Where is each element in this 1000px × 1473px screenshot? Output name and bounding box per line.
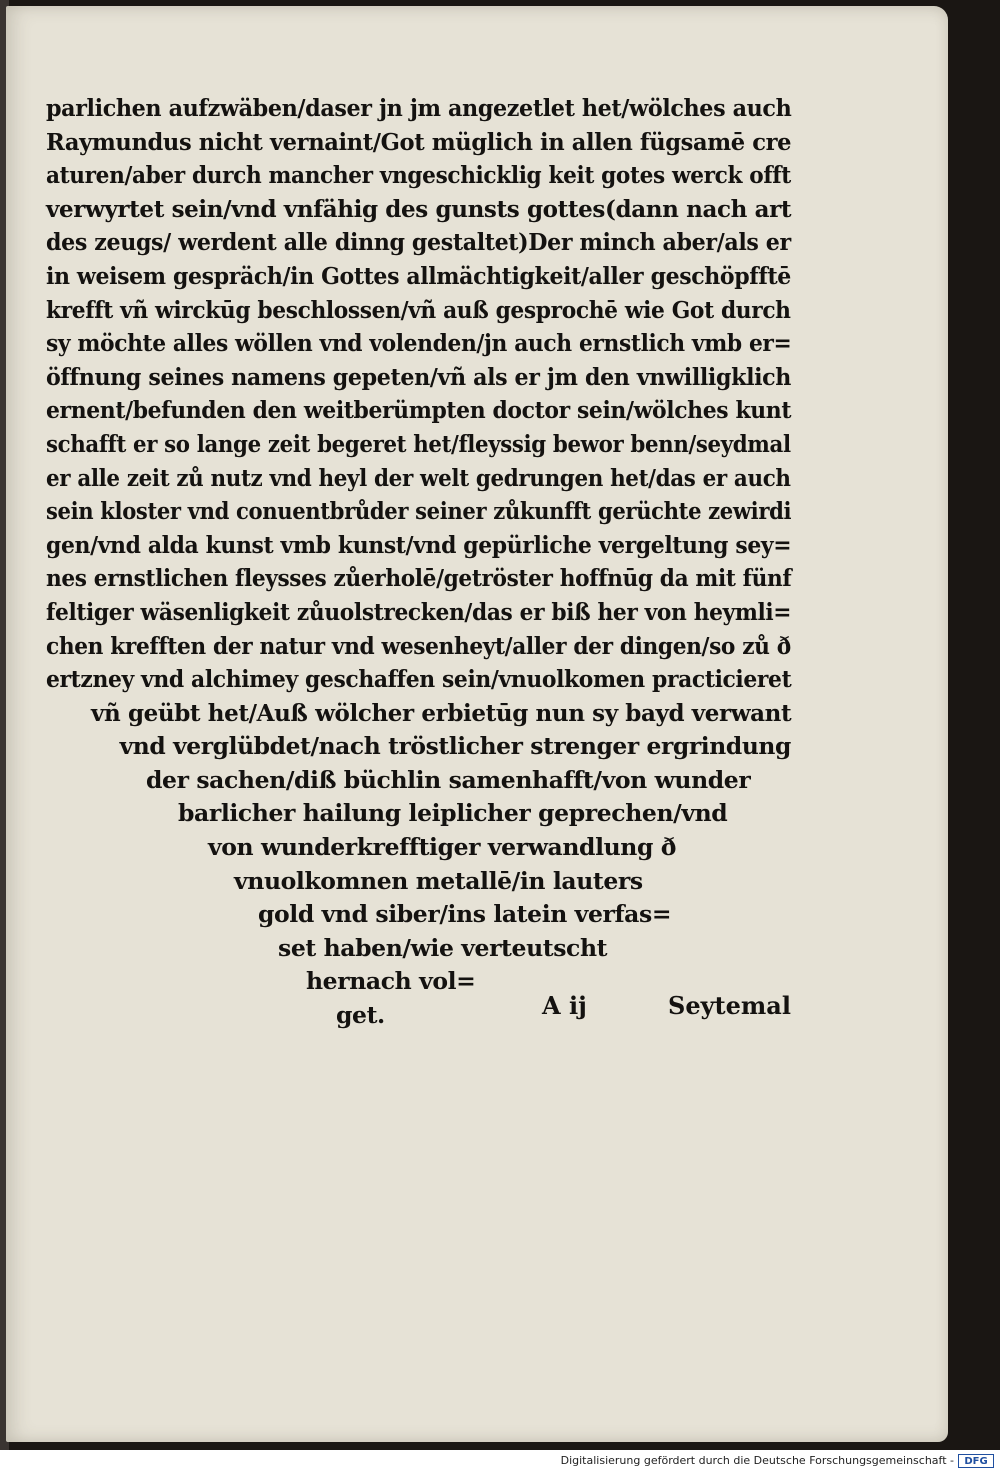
digitization-credit-bar bbox=[0, 1450, 1000, 1473]
text-line: schafft er so lange zeit begeret het/fleyssig bewor benn/seydmal bbox=[46, 429, 791, 458]
body-text bbox=[46, 92, 791, 1033]
text-line: des zeugs/ werdent alle dinng gestaltet)Der minch aber/als er bbox=[46, 228, 791, 257]
dfg-logo: DFG bbox=[958, 1454, 994, 1468]
text-line: chen krefften der natur vnd wesenheyt/aller der dingen/so zů ð bbox=[46, 631, 791, 660]
text-line: barlicher hailung leiplicher geprechen/vnd bbox=[178, 799, 728, 828]
paper-page bbox=[6, 6, 948, 1442]
text-line: von wunderkrefftiger verwandlung ð bbox=[208, 833, 677, 862]
text-line: er alle zeit zů nutz vnd heyl der welt gedrungen het/das er auch bbox=[46, 463, 791, 492]
page-footer bbox=[6, 991, 948, 1027]
text-line: set haben/wie verteutscht bbox=[278, 933, 608, 962]
text-line: der sachen/diß büchlin samenhafft/von wunder bbox=[146, 765, 751, 794]
text-line: sy möchte alles wöllen vnd volenden/jn auch ernstlich vmb er= bbox=[46, 329, 792, 358]
catchword: Seytemal bbox=[668, 991, 791, 1020]
text-line: hernach vol= bbox=[306, 967, 476, 996]
signature-mark: A ij bbox=[542, 991, 587, 1020]
text-line: in weisem gespräch/in Gottes allmächtigkeit/aller geschöpfftē bbox=[46, 261, 791, 290]
text-line: vnuolkomnen metallē/in lauters bbox=[234, 866, 643, 895]
text-line: aturen/aber durch mancher vngeschicklig keit gotes werck offt bbox=[46, 161, 791, 190]
text-line: verwyrtet sein/vnd vnfähig des gunsts gottes(dann nach art bbox=[46, 194, 792, 223]
text-line: sein kloster vnd conuentbrůder seiner zůkunfft gerüchte zewirdi bbox=[46, 497, 792, 526]
text-line: öffnung seines namens gepeten/vñ als er jm den vnwilligklich bbox=[46, 362, 792, 391]
text-line: parlichen aufzwäben/daser jn jm angezetlet het/wölches auch bbox=[46, 94, 792, 122]
text-line: nes ernstlichen fleysses zůerholē/getröster hoffnūg da mit fünf bbox=[46, 564, 792, 593]
text-line: ernent/befunden den weitberümpten doctor sein/wölches kunt bbox=[46, 396, 792, 425]
text-line: vñ geübt het/Auß wölcher erbietūg nun sy bayd verwant bbox=[91, 698, 792, 727]
text-line: feltiger wäsenligkeit zůuolstrecken/das er biß her von heymli= bbox=[46, 597, 792, 626]
text-line: krefft vñ wirckūg beschlossen/vñ auß gesprochē wie Got durch bbox=[46, 295, 791, 324]
credit-text: Digitalisierung gefördert durch die Deutsche Forschungsgemeinschaft - bbox=[560, 1454, 954, 1467]
text-line: ertzney vnd alchimey geschaffen sein/vnuolkomen practicieret bbox=[46, 665, 792, 694]
text-line: gen/vnd alda kunst vmb kunst/vnd gepürliche vergeltung sey= bbox=[46, 530, 792, 559]
text-line: get. bbox=[336, 1001, 385, 1030]
text-line: vnd verglübdet/nach tröstlicher strenger ergrindung bbox=[119, 732, 791, 761]
text-line: gold vnd siber/ins latein verfas= bbox=[258, 900, 672, 929]
text-line: Raymundus nicht vernaint/Got müglich in allen fügsamē cre bbox=[46, 127, 792, 156]
